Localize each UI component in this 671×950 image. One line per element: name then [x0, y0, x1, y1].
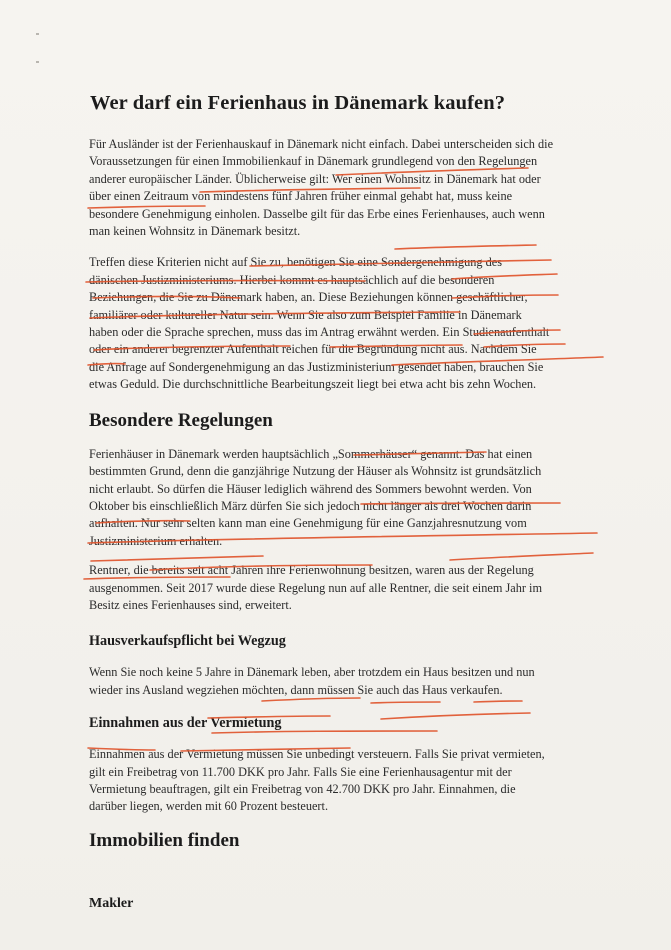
- sale-obligation-paragraph: [89, 664, 589, 699]
- text-line: Beziehungen, die Sie zu Dänemark haben, an. Diese Beziehungen können geschäftlicher,: [89, 290, 528, 305]
- text-line: anderer europäischer Länder. Üblicherweise gilt: Wer einen Wohnsitz in Dänemark hat oder: [89, 171, 541, 186]
- text-line: oder ein anderer begrenzter Aufenthalt reichen für die Begründung nicht aus. Nachdem Sie: [89, 342, 537, 357]
- text-line: Wenn Sie noch keine 5 Jahre in Dänemark leben, aber trotzdem ein Haus besitzen und nun: [89, 665, 535, 680]
- text-line: Rentner, die bereits seit acht Jahren ihre Ferienwohnung besitzen, waren aus der Regelung: [89, 563, 534, 578]
- text-line: die Anfrage auf Sondergenehmigung an das Justizministerium gesendet haben, brauchen Sie: [89, 359, 544, 374]
- text-line: Ferienhäuser in Dänemark werden hauptsächlich „Sommerhäuser“ genannt. Das hat einen: [89, 446, 533, 461]
- scan-speck: [36, 33, 39, 35]
- section-heading-broker: Makler: [89, 895, 134, 911]
- text-line: besondere Genehmigung einholen. Dasselbe gilt für das Erbe eines Ferienhauses, auch wenn: [89, 206, 545, 221]
- text-line: familiärer oder kultureller Natur sein. Wenn Sie also zum Beispiel Familie in Dänemark: [89, 307, 522, 322]
- text-line: dänischen Justizministeriums. Hierbei kommt es hauptsächlich auf die besonderen: [89, 272, 495, 287]
- text-line: haben oder die Sprache sprechen, muss das im Antrag erwähnt werden. Ein Studienaufenthalt: [89, 325, 550, 340]
- section-heading-special-rules: Besondere Regelungen: [89, 409, 273, 431]
- text-line: Für Ausländer ist der Ferienhauskauf in Dänemark nicht einfach. Dabei unterscheiden sich die: [89, 137, 554, 151]
- summer-houses-paragraph: [89, 446, 589, 550]
- section-heading-find-property: Immobilien finden: [89, 829, 240, 851]
- pensioners-paragraph: [89, 562, 589, 614]
- text-line: Treffen diese Kriterien nicht auf Sie zu, benötigen Sie eine Sondergenehmigung des: [89, 255, 502, 270]
- text-line: Oktober bis einschließlich März dürfen Sie sich jedoch nicht länger als drei Wochen darin: [89, 498, 532, 513]
- text-line: Vermietung beauftragen, gilt ein Freibetrag von 42.700 DKK pro Jahr. Einnahmen, die: [89, 781, 516, 796]
- text-line: aufhalten. Nur sehr selten kann man eine Genehmigung für eine Ganzjahresnutzung vom: [89, 516, 527, 531]
- text-line: darüber liegen, werden mit 60 Prozent besteuert.: [89, 799, 329, 814]
- page-title: Wer darf ein Ferienhaus in Dänemark kaufen?: [90, 92, 506, 114]
- rental-income-paragraph: [89, 746, 589, 816]
- text-line: ausgenommen. Seit 2017 wurde diese Regelung nun auf alle Rentner, die seit einem Jahr im: [89, 580, 543, 595]
- text-line: wieder ins Ausland wegziehen möchten, dann müssen Sie auch das Haus verkaufen.: [89, 682, 503, 697]
- criteria-paragraph: [89, 254, 589, 393]
- section-heading-sale-obligation: Hausverkaufspflicht bei Wegzug: [89, 633, 286, 650]
- text-line: Voraussetzungen für einen Immobilienkauf in Dänemark grundlegend von den Regelungen: [89, 154, 538, 169]
- text-line: man keinen Wohnsitz in Dänemark besitzt.: [89, 224, 301, 239]
- text-line: über einen Zeitraum von mindestens fünf Jahren früher einmal gehabt hat, muss keine: [89, 189, 513, 204]
- text-line: Einnahmen aus der Vermietung müssen Sie unbedingt versteuern. Falls Sie privat vermieten,: [89, 747, 545, 762]
- text-line: Justizministerium erhalten.: [89, 533, 223, 548]
- text-line: etwas Geduld. Die durchschnittliche Bearbeitungszeit liegt bei etwa acht bis zehn Wochen.: [89, 377, 537, 392]
- text-line: bestimmten Grund, denn die ganzjährige Nutzung der Häuser als Wohnsitz ist grundsätzlich: [89, 464, 542, 479]
- section-heading-rental-income: Einnahmen aus der Vermietung: [89, 715, 282, 732]
- text-line: nicht erlaubt. So dürfen die Häuser lediglich während des Sommers bewohnt werden. Von: [89, 481, 532, 496]
- text-line: gilt ein Freibetrag von 11.700 DKK pro Jahr. Falls Sie eine Ferienhausagentur mit der: [89, 764, 512, 779]
- document-body: [89, 92, 589, 925]
- text-line: Besitz eines Ferienhauses sind, erweitert.: [89, 597, 292, 612]
- scan-speck: [36, 61, 39, 63]
- intro-paragraph: [89, 136, 589, 240]
